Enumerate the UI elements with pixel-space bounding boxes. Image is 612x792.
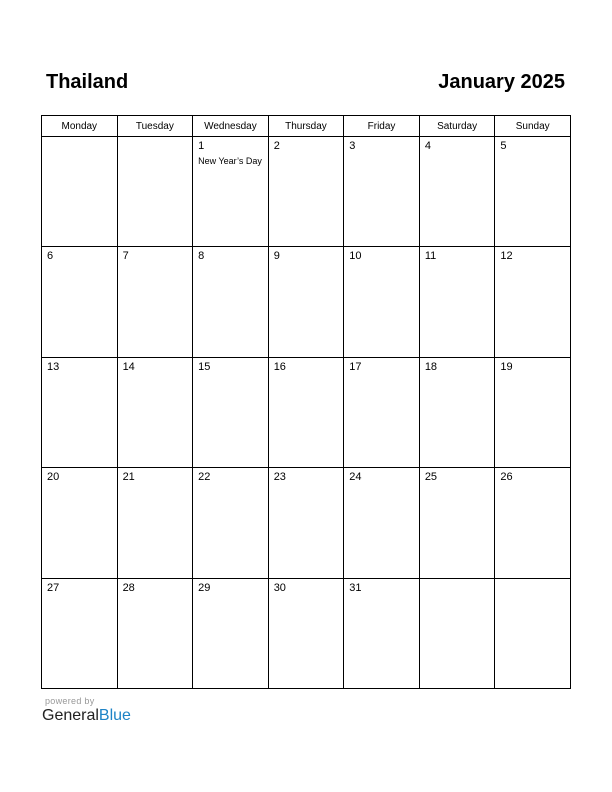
day-number: 10 [349,250,362,263]
day-cell [268,137,344,247]
day-cell [495,247,571,357]
day-cell [117,137,193,247]
day-number: 8 [198,250,205,263]
brand-general: General [42,707,99,724]
day-cell [419,357,495,467]
day-number: 13 [47,360,60,373]
day-cell [495,578,571,688]
day-cell [42,247,118,357]
day-cell [117,357,193,467]
day-number: 28 [122,581,135,594]
day-number: 18 [424,360,438,373]
generalblue-logo [42,706,131,726]
day-cell [268,578,344,688]
day-number: 4 [424,140,431,152]
day-cell [495,137,571,247]
day-cell [419,247,495,357]
day-cell [344,578,420,688]
day-cell [42,578,118,688]
country-title: Thailand [46,71,129,93]
weekday-header-row [42,116,571,137]
day-number: 2 [273,140,280,152]
day-number: 3 [349,140,356,152]
day-number: 25 [424,471,438,484]
day-number: 24 [349,471,362,484]
day-number: 17 [349,360,362,373]
week-row [42,357,571,467]
weekday-header: Saturday [419,116,495,137]
day-cell [193,468,269,578]
brand-blue: Blue [98,707,131,724]
day-number: 20 [47,471,60,484]
day-cell [42,137,118,247]
day-number [118,137,193,140]
day-number: 6 [47,250,54,263]
calendar-grid [41,115,571,689]
footer-branding [42,696,131,726]
weekday-header: Thursday [268,116,344,137]
day-number: 31 [349,581,362,594]
weekday-header: Friday [344,116,420,137]
day-cell [268,468,344,578]
day-number: 30 [273,581,286,594]
week-row [42,247,571,357]
day-cell [193,247,269,357]
day-number: 27 [47,581,60,594]
day-number: 22 [198,471,211,484]
week-row [42,468,571,578]
day-cell [268,247,344,357]
day-cell [344,137,420,247]
day-cell [419,578,495,688]
day-number [420,579,495,582]
day-cell [193,578,269,688]
weekday-header: Tuesday [117,116,193,137]
day-number: 1 [198,140,205,152]
weekday-header: Sunday [495,116,571,137]
day-number: 23 [273,471,286,484]
day-number: 11 [424,250,437,263]
weekday-header: Wednesday [193,116,269,137]
day-cell [419,137,495,247]
day-number [42,137,117,140]
day-cell [495,468,571,578]
day-cell [344,357,420,467]
day-number: 15 [198,360,211,373]
holiday-label: New Year’s Day [198,156,262,166]
day-cell [344,468,420,578]
month-title: January 2025 [438,71,565,93]
day-cell [117,247,193,357]
day-cell [419,468,495,578]
day-number: 5 [500,140,507,152]
day-cell [117,468,193,578]
day-number: 7 [122,250,129,263]
day-number: 19 [500,360,513,373]
day-cell [344,247,420,357]
week-row [42,578,571,688]
day-cell [193,357,269,467]
day-cell [42,357,118,467]
day-number: 16 [273,360,286,373]
day-cell [268,357,344,467]
powered-by-label: powered by [45,696,95,706]
day-number [495,579,570,582]
day-number: 14 [122,360,135,373]
week-row [42,137,571,247]
day-number: 26 [500,471,513,484]
day-number: 12 [500,250,513,263]
day-cell [42,468,118,578]
day-number: 9 [273,250,280,263]
day-number: 21 [122,471,135,484]
day-number: 29 [198,581,211,594]
day-cell [117,578,193,688]
weekday-header: Monday [42,116,118,137]
day-cell [193,137,269,247]
day-cell [495,357,571,467]
